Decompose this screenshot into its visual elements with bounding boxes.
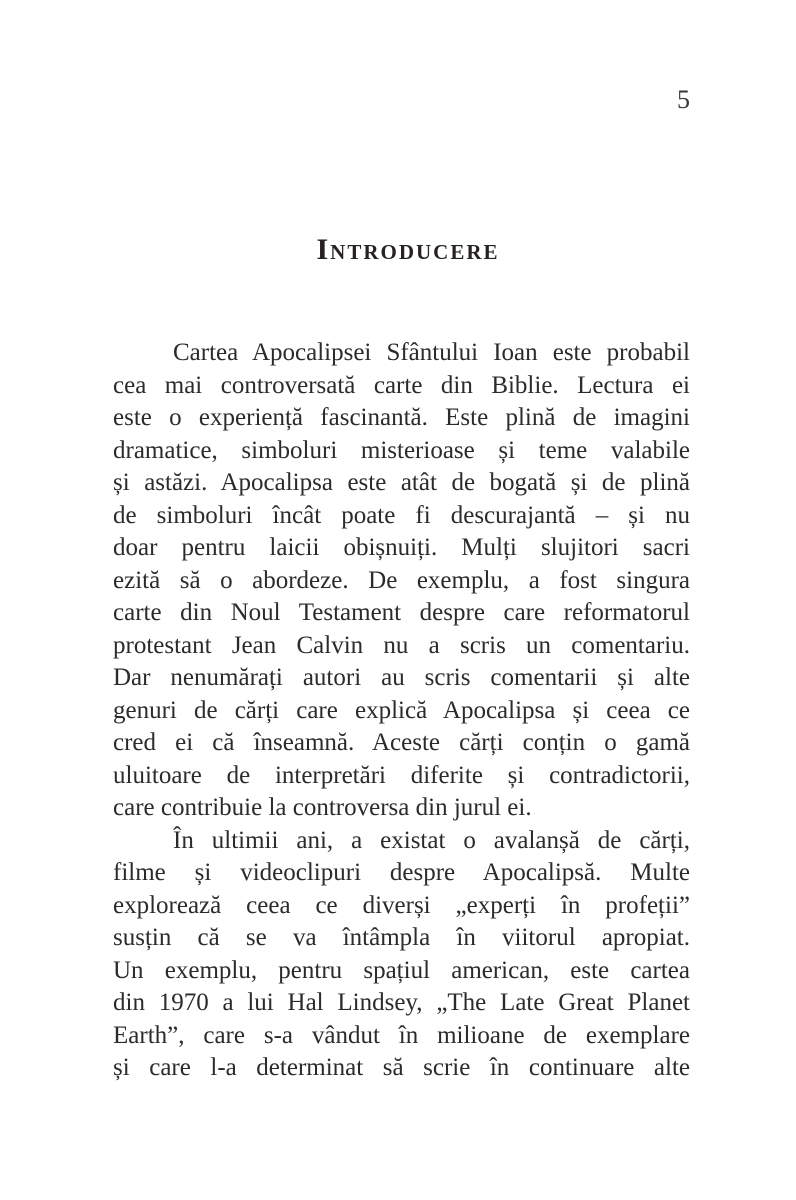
text-line: ezită să o abordeze. De exemplu, a fost singura	[113, 566, 690, 594]
text-line: cred ei că înseamnă. Aceste cărți conțin o gamă	[113, 729, 690, 756]
text-line: de simboluri încât poate fi descurajantă – și nu	[113, 501, 690, 529]
text-line: din 1970 a lui Hal Lindsey, „The Late Great Planet	[113, 989, 690, 1016]
text-line: care contribuie la controversa din jurul ei.	[113, 794, 532, 821]
text-line: și astăzi. Apocalipsa este atât de bogată și de plină	[113, 469, 690, 496]
text-line: Dar nenumărați autori au scris comentarii și alte	[113, 664, 690, 691]
text-line: În ultimii ani, a existat o avalanșă de cărți,	[173, 826, 690, 854]
text-line: susțin că se va întâmpla în viitorul apropiat.	[113, 924, 690, 951]
text-line: uluitoare de interpretări diferite și contradictorii,	[113, 761, 690, 789]
text-line: Earth”, care s-a vândut în milioane de exemplare	[113, 1021, 690, 1049]
text-line: explorează ceea ce diverși „experți în profeții”	[113, 891, 690, 919]
text-line: dramatice, simboluri misterioase și teme valabile	[113, 436, 690, 464]
text-line: este o experiență fascinantă. Este plină de imagini	[113, 404, 690, 431]
text-line: filme și videoclipuri despre Apocalipsă. Multe	[113, 859, 690, 886]
chapter-heading: Introducere	[316, 233, 500, 267]
text-line: și care l-a determinat să scrie în continuare alte	[113, 1054, 690, 1081]
body-text	[113, 337, 690, 1085]
page-number: 5	[677, 85, 690, 114]
text-line: Cartea Apocalipsei Sfântului Ioan este probabil	[173, 339, 690, 366]
text-line: cea mai controversată carte din Biblie. Lectura ei	[113, 371, 690, 399]
paragraph	[113, 337, 690, 825]
text-line: carte din Noul Testament despre care reformatorul	[113, 599, 690, 626]
text-line: doar pentru laicii obișnuiți. Mulți slujitori sacri	[113, 534, 690, 561]
paragraph	[113, 825, 690, 1085]
text-line: protestant Jean Calvin nu a scris un comentariu.	[113, 631, 690, 659]
text-line: Un exemplu, pentru spațiul american, este cartea	[113, 956, 690, 984]
text-line: genuri de cărți care explică Apocalipsa și ceea ce	[113, 696, 690, 724]
